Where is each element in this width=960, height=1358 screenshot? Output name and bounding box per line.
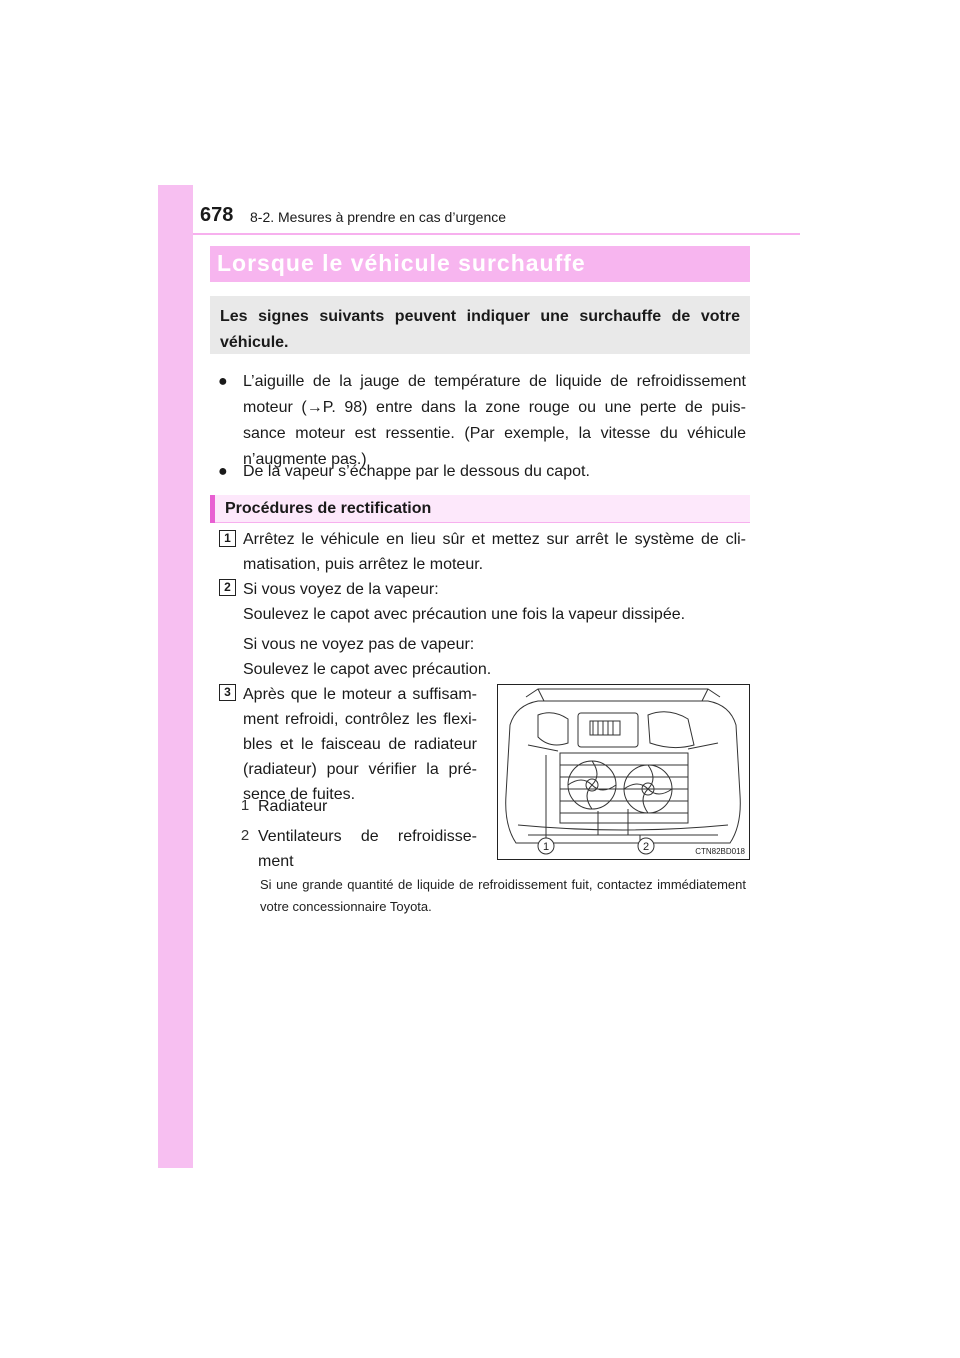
bullet-symbol: ● <box>218 463 228 480</box>
bullet-line: L’aiguille de la jauge de température de liquide de refroidissement <box>243 373 746 390</box>
step-3-line: bles et le faisceau de radiateur <box>243 736 477 753</box>
intro-box: Les signes suivants peuvent indiquer une surchauffe de votre véhicule. <box>210 296 750 354</box>
step-3-line: ment refroidi, contrôlez les flexi- <box>243 711 477 728</box>
step-3-line: sence de fuites. <box>243 786 356 803</box>
bullet-symbol: ● <box>218 373 228 390</box>
callout-number-2: 2 <box>240 827 250 844</box>
note-text: Si une grande quantité de liquide de refroidissement fuit, contactez immédiatement votre concessionnaire Toyota. <box>260 877 746 914</box>
procedures-header <box>210 495 750 523</box>
bullet-line: n’augmente pas.) <box>243 451 367 468</box>
step-1-line: matisation, puis arrêtez le moteur. <box>243 556 484 573</box>
figure-callout-1: 1 <box>542 841 550 853</box>
bullet-line: moteur (→P. 98) entre dans la zone rouge ou une perte de puis- <box>243 399 746 416</box>
title-bar <box>210 246 750 282</box>
step-number-3: 3 <box>219 684 236 701</box>
engine-bay-illustration <box>497 684 750 860</box>
engine-bay-drawing <box>498 685 748 858</box>
step-3-line: (radiateur) pour vérifier la pré- <box>243 761 477 778</box>
step-number-1: 1 <box>219 530 236 547</box>
step-2-line: Soulevez le capot avec précaution une fois la vapeur dissipée. <box>243 606 686 623</box>
step-2-line: Si vous voyez de la vapeur: <box>243 581 439 598</box>
callout-2-label: Ventilateurs de refroidisse- <box>258 828 477 845</box>
callout-1-label: Radiateur <box>258 798 328 815</box>
step-2-line: Si vous ne voyez pas de vapeur: <box>243 636 475 653</box>
step-1-line: Arrêtez le véhicule en lieu sûr et mettez sur arrêt le système de cli- <box>243 531 746 548</box>
step-number-2: 2 <box>219 579 236 596</box>
header-rule <box>193 233 800 235</box>
figure-code: CTN82BD018 <box>695 847 745 856</box>
procedures-title: Procédures de rectification <box>225 500 432 517</box>
page-number: 678 <box>200 204 234 226</box>
step-2-line: Soulevez le capot avec précaution. <box>243 661 492 678</box>
bullet-line: De la vapeur s’échappe par le dessous du capot. <box>243 463 590 480</box>
page-title: Lorsque le véhicule surchauffe <box>217 250 586 276</box>
callout-2-label: ment <box>258 853 294 870</box>
figure-callout-2: 2 <box>642 841 650 853</box>
bullet-line: sance moteur est ressentie. (Par exemple, la vitesse du véhicule <box>243 425 746 442</box>
callout-number-1: 1 <box>240 797 250 814</box>
section-title: 8-2. Mesures à prendre en cas d’urgence <box>250 209 507 225</box>
procedures-header-accent <box>210 495 215 523</box>
step-3-line: Après que le moteur a suffisam- <box>243 686 477 703</box>
chapter-sidebar-tab <box>158 185 193 1168</box>
